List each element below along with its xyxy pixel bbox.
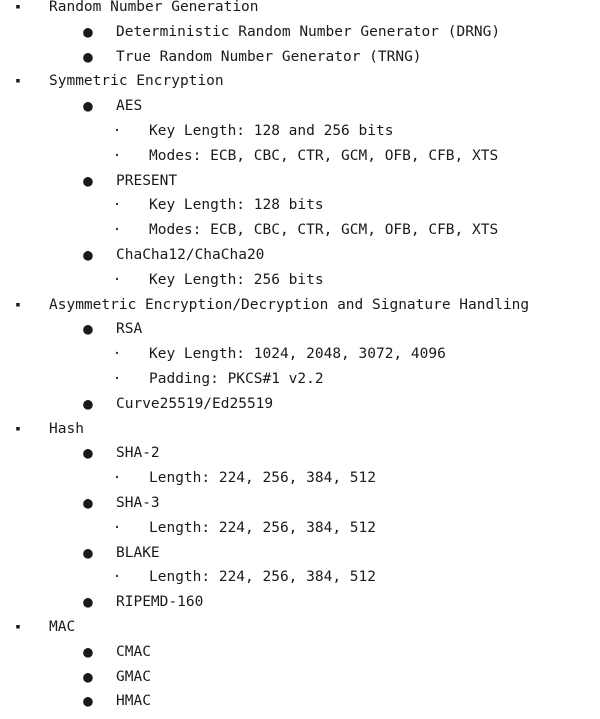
outline-item-key-length-1024-2048-3072-4096: [0, 342, 600, 367]
round-bullet-icon: ●: [83, 542, 93, 562]
outline-item-label: Symmetric Encryption: [49, 73, 224, 90]
outline-item-label: SHA-3: [116, 494, 160, 511]
outline-item-label: Key Length: 128 bits: [149, 197, 324, 214]
outline-item-label: ChaCha12/ChaCha20: [116, 246, 265, 263]
outline-item-label: Modes: ECB, CBC, CTR, GCM, OFB, CFB, XTS: [149, 222, 499, 239]
outline-item-label: Deterministic Random Number Generator (DRNG): [116, 23, 501, 40]
square-bullet-icon: ▪: [15, 76, 21, 87]
outline-item-asymmetric-encryption-decryption-and-signature-handling: [0, 293, 600, 318]
dot-bullet-icon: ·: [112, 197, 122, 214]
dot-bullet-icon: ·: [112, 470, 122, 487]
outline-item-chacha12-chacha20: [0, 243, 600, 268]
outline-item-true-random-number-generator-trng: [0, 45, 600, 70]
round-bullet-icon: ●: [83, 46, 93, 66]
outline-item-label: Random Number Generation: [49, 0, 259, 15]
outline-item-random-number-generation: [0, 0, 600, 20]
outline-item-label: Length: 224, 256, 384, 512: [149, 569, 376, 586]
round-bullet-icon: ●: [83, 592, 93, 612]
outline-item-label: Length: 224, 256, 384, 512: [149, 519, 376, 536]
outline-item-aes: [0, 94, 600, 119]
outline-item-symmetric-encryption: [0, 69, 600, 94]
outline-item-label: Hash: [49, 420, 84, 437]
square-bullet-icon: ▪: [15, 299, 21, 310]
outline-item-label: GMAC: [116, 668, 151, 685]
outline-item-label: Key Length: 1024, 2048, 3072, 4096: [149, 346, 446, 363]
round-bullet-icon: ●: [83, 96, 93, 116]
outline-item-label: AES: [116, 98, 143, 115]
outline-item-hmac: [0, 689, 600, 714]
outline-item-sha-2: [0, 441, 600, 466]
outline-item-label: BLAKE: [116, 544, 160, 561]
outline-item-rsa: [0, 317, 600, 342]
outline-item-blake: [0, 541, 600, 566]
outline-item-label: Length: 224, 256, 384, 512: [149, 470, 376, 487]
outline-item-padding-pkcs-1-v2-2: [0, 367, 600, 392]
outline-item-label: SHA-2: [116, 445, 160, 462]
round-bullet-icon: ●: [83, 393, 93, 413]
outline-item-length-224-256-384-512: [0, 466, 600, 491]
outline-item-label: CMAC: [116, 643, 151, 660]
outline-item-label: Asymmetric Encryption/Decryption and Signature Handling: [49, 296, 530, 313]
outline-item-length-224-256-384-512: [0, 516, 600, 541]
outline-item-gmac: [0, 665, 600, 690]
square-bullet-icon: ▪: [15, 2, 21, 12]
outline-item-label: Key Length: 128 and 256 bits: [149, 122, 394, 139]
dot-bullet-icon: ·: [112, 370, 122, 387]
outline-item-mac: [0, 615, 600, 640]
outline-item-label: Curve25519/Ed25519: [116, 395, 274, 412]
dot-bullet-icon: ·: [112, 519, 122, 536]
round-bullet-icon: ●: [83, 691, 93, 711]
outline-item-key-length-256-bits: [0, 268, 600, 293]
outline-item-deterministic-random-number-generator-drng: [0, 20, 600, 45]
outline-item-label: HMAC: [116, 693, 151, 710]
dot-bullet-icon: ·: [112, 346, 122, 363]
round-bullet-icon: ●: [83, 641, 93, 661]
round-bullet-icon: ●: [83, 319, 93, 339]
outline-item-cmac: [0, 640, 600, 665]
dot-bullet-icon: ·: [112, 222, 122, 239]
outline-item-modes-ecb-cbc-ctr-gcm-ofb-cfb-xts: [0, 218, 600, 243]
outline-item-label: PRESENT: [116, 172, 178, 189]
round-bullet-icon: ●: [83, 170, 93, 190]
outline-item-label: Modes: ECB, CBC, CTR, GCM, OFB, CFB, XTS: [149, 147, 499, 164]
outline-item-label: True Random Number Generator (TRNG): [116, 48, 422, 65]
round-bullet-icon: ●: [83, 244, 93, 264]
outline-item-present: [0, 169, 600, 194]
square-bullet-icon: ▪: [15, 621, 21, 632]
square-bullet-icon: ▪: [15, 423, 21, 434]
dot-bullet-icon: ·: [112, 122, 122, 139]
dot-bullet-icon: ·: [112, 271, 122, 288]
outline-item-ripemd-160: [0, 590, 600, 615]
outline-item-sha-3: [0, 491, 600, 516]
outline-item-label: Key Length: 256 bits: [149, 271, 324, 288]
outline-item-label: Padding: PKCS#1 v2.2: [149, 370, 324, 387]
round-bullet-icon: ●: [83, 443, 93, 463]
outline-item-length-224-256-384-512: [0, 565, 600, 590]
dot-bullet-icon: ·: [112, 147, 122, 164]
dot-bullet-icon: ·: [112, 569, 122, 586]
outline-item-label: RSA: [116, 321, 143, 338]
round-bullet-icon: ●: [83, 492, 93, 512]
outline-item-key-length-128-bits: [0, 193, 600, 218]
outline-item-curve25519-ed25519: [0, 392, 600, 417]
outline-item-label: RIPEMD-160: [116, 594, 204, 611]
round-bullet-icon: ●: [83, 666, 93, 686]
outline-item-modes-ecb-cbc-ctr-gcm-ofb-cfb-xts: [0, 144, 600, 169]
round-bullet-icon: ●: [83, 21, 93, 41]
outline-item-label: MAC: [49, 618, 76, 635]
outline-item-hash: [0, 417, 600, 442]
outline-item-key-length-128-and-256-bits: [0, 119, 600, 144]
